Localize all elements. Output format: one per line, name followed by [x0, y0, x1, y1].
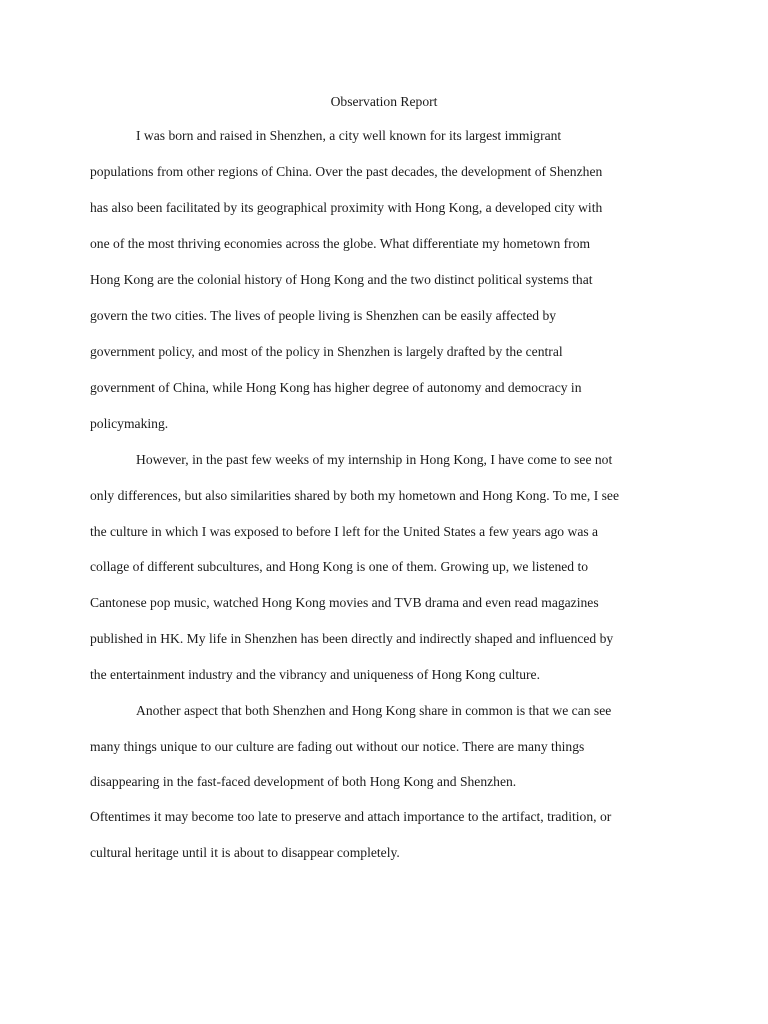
paragraph-line: Another aspect that both Shenzhen and Hong Kong share in common is that we can see [136, 703, 612, 718]
paragraph-line: However, in the past few weeks of my internship in Hong Kong, I have come to see not [136, 452, 613, 467]
paragraph-line: I was born and raised in Shenzhen, a city well known for its largest immigrant [136, 128, 562, 143]
paragraph-line: the entertainment industry and the vibrancy and uniqueness of Hong Kong culture. [90, 667, 540, 682]
paragraph-line: government of China, while Hong Kong has higher degree of autonomy and democracy in [90, 380, 582, 395]
paragraph-line: government policy, and most of the policy in Shenzhen is largely drafted by the central [90, 344, 563, 359]
paragraph-line: the culture in which I was exposed to before I left for the United States a few years ago was a [90, 524, 599, 539]
paragraph-line: Cantonese pop music, watched Hong Kong movies and TVB drama and even read magazines [90, 595, 599, 610]
paragraph-line: populations from other regions of China. Over the past decades, the development of Shenzhen [90, 164, 603, 179]
paragraph-line: govern the two cities. The lives of people living is Shenzhen can be easily affected by [90, 308, 557, 323]
paragraph-line: Hong Kong are the colonial history of Hong Kong and the two distinct political systems that [90, 272, 593, 287]
paragraph-line: policymaking. [90, 416, 169, 431]
paragraph-line: published in HK. My life in Shenzhen has been directly and indirectly shaped and influenced by [90, 631, 614, 646]
paragraph-line: many things unique to our culture are fading out without our notice. There are many things [90, 739, 585, 754]
paragraph-line: cultural heritage until it is about to disappear completely. [90, 845, 400, 860]
paragraph-line: collage of different subcultures, and Hong Kong is one of them. Growing up, we listened to [90, 559, 589, 574]
paragraph-line: one of the most thriving economies across the globe. What differentiate my hometown from [90, 236, 591, 251]
paragraph-line: only differences, but also similarities shared by both my hometown and Hong Kong. To me, I see [90, 488, 619, 503]
paragraph-line: Oftentimes it may become too late to preserve and attach importance to the artifact, tradition, or [90, 809, 612, 824]
paragraph-line: has also been facilitated by its geographical proximity with Hong Kong, a developed city with [90, 200, 603, 215]
page-title: Observation Report [330, 94, 438, 109]
paragraph-line: disappearing in the fast-faced development of both Hong Kong and Shenzhen. [90, 774, 517, 789]
